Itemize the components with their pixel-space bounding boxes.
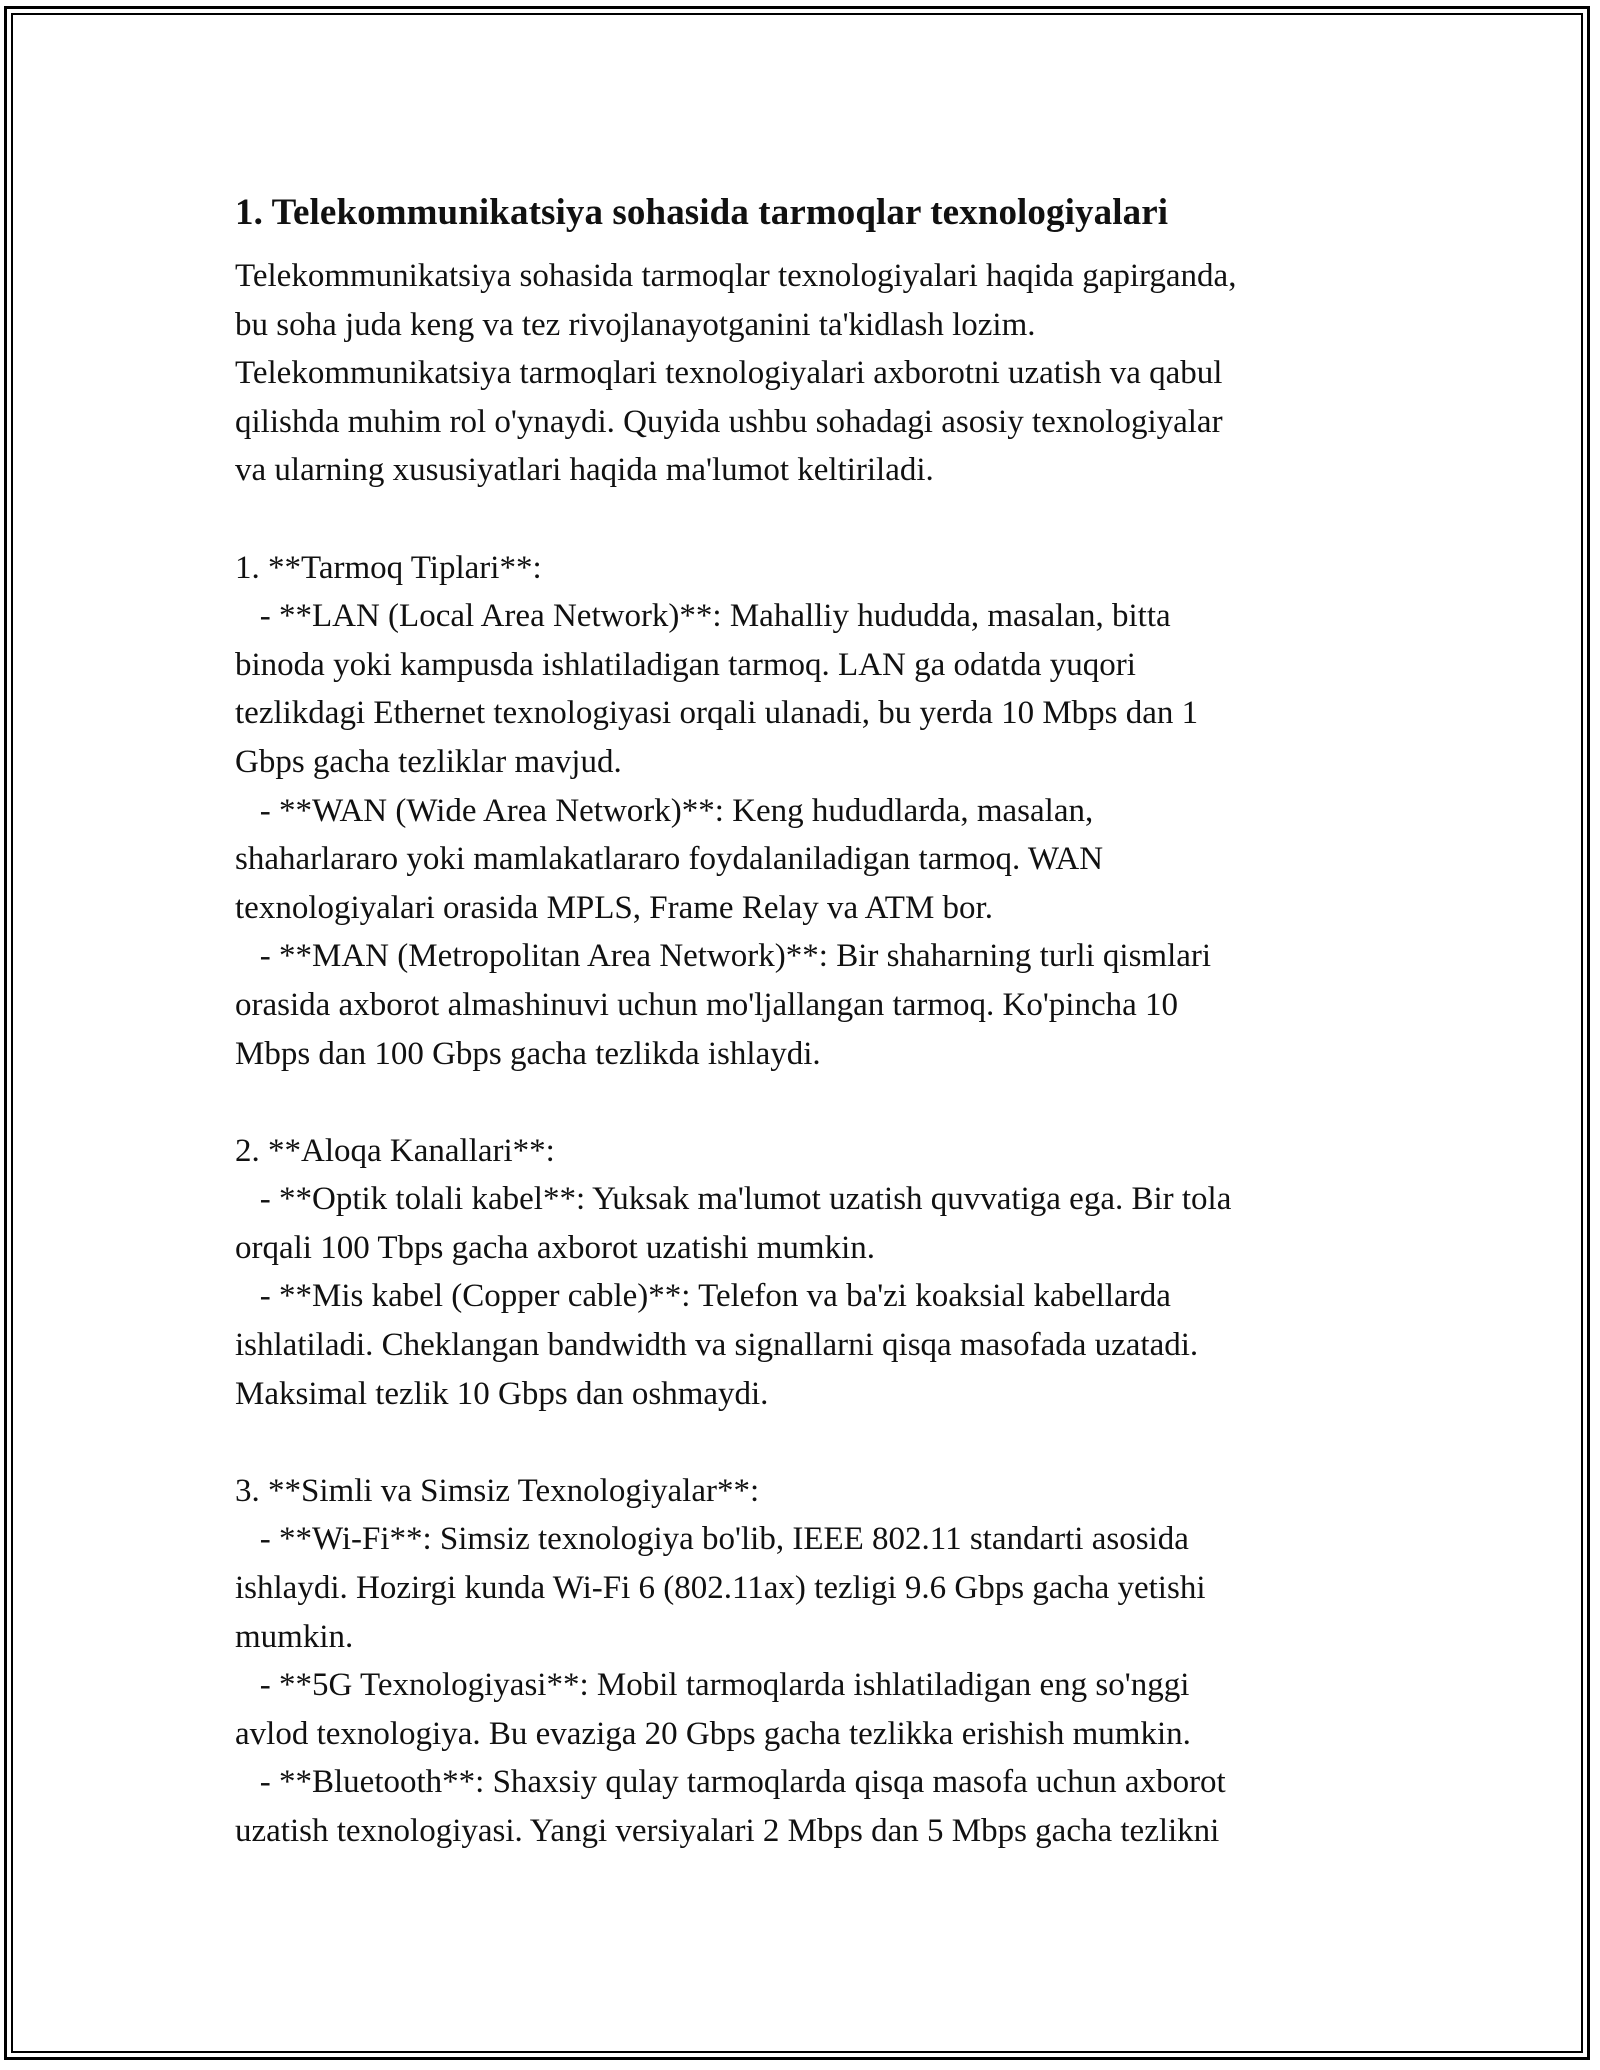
document-title: 1. Telekommunikatsiya sohasida tarmoqlar texnologiyalari — [235, 192, 1169, 233]
document-body: Telekommunikatsiya sohasida tarmoqlar texnologiyalari haqida gapirganda, bu soha juda keng va tez rivojlanayotganini ta'kidlash lozim. Telekommunikatsiya tarmoqlari texnologiyalari axborotni uzatish va qabul qilishda muhim rol o'ynaydi. Quyida ushbu sohadagi asosiy texnologiyalar va ularning xususiyatlari haqida ma'lumot keltiriladi. 1. **Tarmoq Tiplari**: - **LAN (Local Area Network)**: Mahalliy hududda, masalan, bitta binoda yoki kampusda ishlatiladigan tarmoq. LAN ga odatda yuqori tezlikdagi Ethernet texnologiyasi orqali ulanadi, bu yerda 10 Mbps dan 1 Gbps gacha tezliklar mavjud. - **WAN (Wide Area Network)**: Keng hududlarda, masalan, shaharlararo yoki mamlakatlararo foydalaniladigan tarmoq. WAN texnologiyalari orasida MPLS, Frame Relay va ATM bor. - **MAN (Metropolitan Area Network)**: Bir shaharning turli qismlari orasida axborot almashinuvi uchun mo'ljallangan tarmoq. Ko'pincha 10 Mbps dan 100 Gbps gacha tezlikda ishlaydi. 2. **Aloqa Kanallari**: - **Optik tolali kabel**: Yuksak ma'lumot uzatish quvvatiga ega. Bir tola orqali 100 Tbps gacha axborot uzatishi mumkin. - **Mis kabel (Copper cable)**: Telefon va ba'zi koaksial kabellarda ishlatiladi. Cheklangan bandwidth va signallarni qisqa masofada uzatadi. Maksimal tezlik 10 Gbps dan oshmaydi. 3. **Simli va Simsiz Texnologiyalar**: - **Wi-Fi**: Simsiz texnologiya bo'lib, IEEE 802.11 standarti asosida ishlaydi. Hozirgi kunda Wi-Fi 6 (802.11ax) tezligi 9.6 Gbps gacha yetishi mumkin. - **5G Texnologiyasi**: Mobil tarmoqlarda ishlatiladigan eng so'nggi avlod texnologiya. Bu evaziga 20 Gbps gacha tezlikka erishish mumkin. - **Bluetooth**: Shaxsiy qulay tarmoqlarda qisqa masofa uchun axborot uzatish texnologiyasi. Yangi versiyalari 2 Mbps dan 5 Mbps gacha tezlikni — [235, 258, 1237, 1849]
document-content — [235, 188, 1375, 1856]
